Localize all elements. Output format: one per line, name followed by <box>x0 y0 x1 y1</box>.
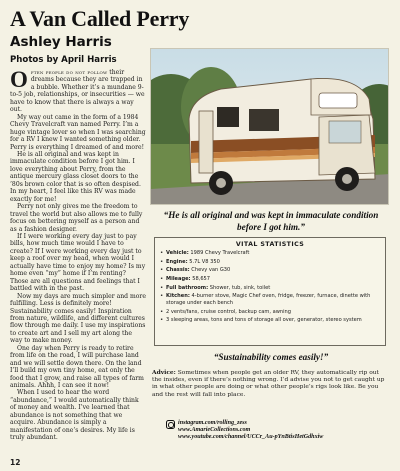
list-item: • Mileage: 58,657 <box>160 276 380 283</box>
advice-label: Advice: <box>152 369 176 376</box>
pull-quote: “He is all original and was kept in immaculate condition before I got him.” <box>163 210 379 232</box>
website-link[interactable]: www.AmarieCollections.com <box>178 427 251 433</box>
list-item: • Full bathroom: Shower, tub, sink, toilet <box>160 285 380 292</box>
rv-illustration <box>151 49 389 205</box>
rv-photo <box>150 48 389 205</box>
list-item: • Kitchen: 4-burner stove, Magic Chef oven, fridge, freezer, furnace, dinette with storage under each bench <box>160 293 380 306</box>
page-number: 12 <box>10 458 21 467</box>
list-item: • Chassis: Chevy van G30 <box>160 267 380 274</box>
instagram-link[interactable]: instagram.com/rolling_zess <box>178 420 247 426</box>
body-paragraph: My way out came in the form of a 1984 Chevy Travelcraft van named Perry. I’m a huge vintage lover so when I was searching for a RV I knew I wanted something older. Perry is everything I dreamed of and more! <box>10 113 146 151</box>
article-author: Ashley Harris <box>10 34 112 50</box>
list-item: • 2 vents/fans, cruise control, backup cam, awning <box>160 309 380 316</box>
youtube-link[interactable]: www.youtube.com/channel/UCCr_Au-pYnBtisHetGdhxiw <box>178 434 324 440</box>
lead-text: their dreams because they are trapped in a bubble. Whether it’s a mundane 9-to-5 job, relationships, or insecurities — we have to know that there is always a way out. <box>10 69 145 114</box>
body-paragraph: When I used to hear the word “abundance,” I would automatically think of money and wealth. I’ve learned that abundance is not something that we acquire. Abundance is simply a manifestation of one’s desires. My life is truly abundant. <box>10 389 139 442</box>
lead-smallcaps: ften people do not follow <box>30 69 108 76</box>
body-paragraph: If I were working every day just to pay bills, how much time would I have to create? If I were working every day just to keep a roof over my head, when would I actually have time to enjoy my home? Is my home even “my” home if I’m renting? Those are all questions and feelings that I battled with in the past. <box>10 232 146 293</box>
body-paragraph: Perry not only gives me the freedom to travel the world but also allows me to fully focus on bettering myself as a person and as a fashion designer. <box>10 203 143 233</box>
vital-statistics-list <box>160 250 380 324</box>
advice-paragraph <box>152 369 390 399</box>
photo-credit: Photos by April Harris <box>10 55 117 65</box>
vital-statistics-box <box>154 237 386 346</box>
pull-quote: “Sustainability comes easily!” <box>213 352 329 362</box>
body-paragraph: Now my days are much simpler and more fulfilling. Less is definitely more! Sustainability comes easily! Inspiration from nature, wildlife, and different cultures flow through me daily. I use my inspirations to create art and I sell my art along the way to make money. <box>10 292 146 345</box>
body-paragraph: One day when Perry is ready to retire from life on the road, I will purchase land and we will settle down there. On the land I’ll build my own tiny home, eat only the food that I grow, and raise all types of farm animals. Ahhh, I can see it now! <box>10 344 144 390</box>
instagram-icon <box>166 420 175 429</box>
article-body <box>10 69 146 454</box>
drop-cap: O <box>10 69 28 92</box>
article-title: A Van Called Perry <box>10 6 190 31</box>
list-item: • Engine: 5.7L V8 350 <box>160 259 380 266</box>
body-paragraph: He is all original and was kept in immaculate condition before I got him. I love everything about Perry, from the antique mercury glass closet doors to the ’80s brown color that is so often despised. In my heart, I feel like this RV was made exactly for me! <box>10 150 141 203</box>
advice-text: Sometimes when people get an older RV, they automatically rip out the insides, even if there’s nothing wrong. I’d advise you not to get caught up in what other people are doing or what other people’s rigs look like. Be you and the rest will fall into place. <box>152 370 385 398</box>
vital-statistics-heading: VITAL STATISTICS <box>235 241 305 248</box>
list-item: • 3 sleeping areas, tons and tons of storage all over, generator, stereo system <box>160 317 380 324</box>
list-item: • Vehicle: 1989 Chevy Travelcraft <box>160 250 380 257</box>
lead-paragraph <box>10 69 146 114</box>
